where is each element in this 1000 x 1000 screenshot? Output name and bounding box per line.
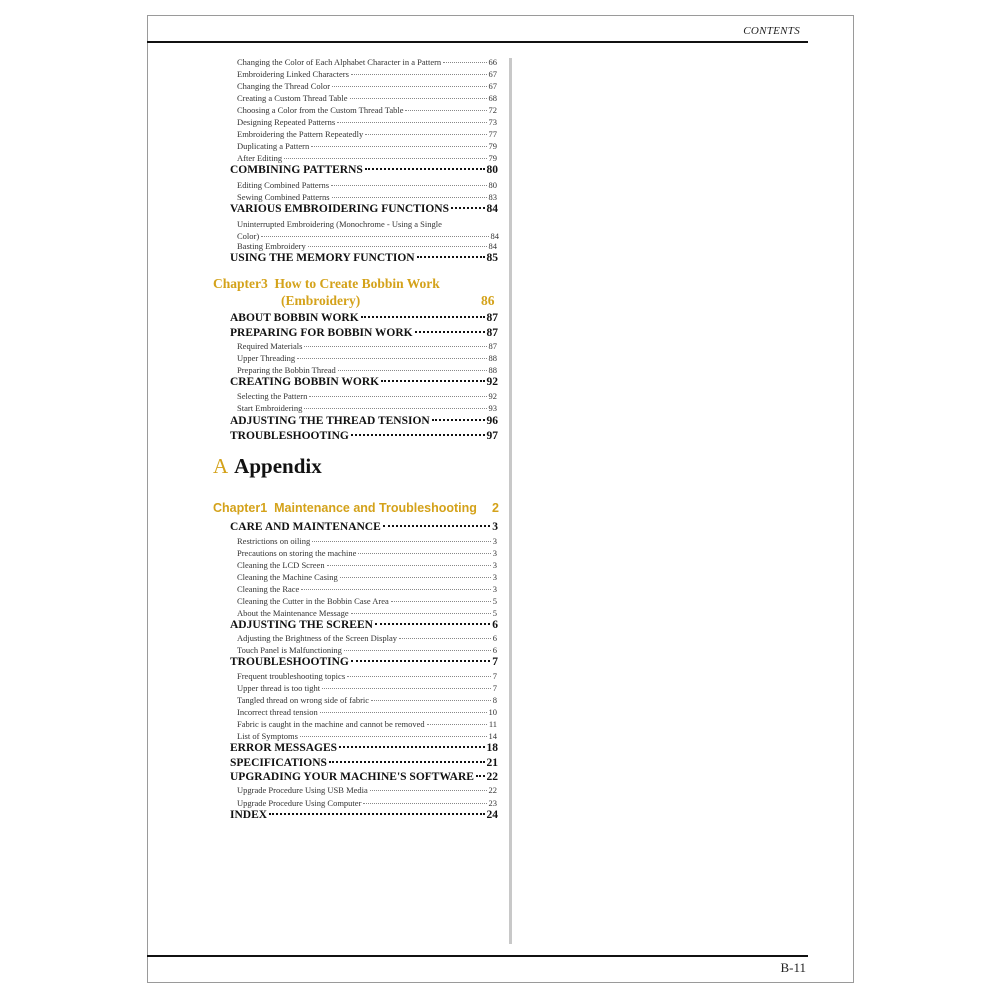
toc-entry-title: Start Embroidering — [237, 403, 303, 413]
toc-section-title: SPECIFICATIONS — [230, 757, 327, 769]
toc-entry-page: 87 — [488, 341, 497, 351]
toc-entry-page: 10 — [488, 707, 497, 717]
toc-section[interactable] — [230, 742, 498, 757]
toc-entry-title: Touch Panel is Malfunctioning — [237, 645, 342, 655]
chapter-title-continued: (Embroidery) — [281, 293, 361, 308]
toc-section-page: 21 — [486, 757, 498, 769]
toc-entry[interactable] — [237, 117, 497, 129]
toc-entry-title: Preparing the Bobbin Thread — [237, 365, 336, 375]
toc-entry-title: Upper Threading — [237, 353, 296, 363]
toc-entry-page: 92 — [488, 391, 497, 401]
chapter-heading[interactable] — [213, 501, 499, 515]
toc-entry-title: Upper thread is too tight — [237, 683, 321, 693]
toc-section[interactable] — [230, 376, 498, 391]
toc-section-page: 87 — [486, 312, 498, 324]
toc-entry[interactable] — [237, 93, 497, 105]
toc-section-title: CREATING BOBBIN WORK — [230, 376, 380, 388]
toc-entry-page: 68 — [488, 93, 497, 103]
toc-entry[interactable] — [237, 536, 497, 548]
toc-entry-title: Choosing a Color from the Custom Thread Table — [237, 105, 404, 115]
appendix-heading — [213, 454, 322, 479]
toc-section[interactable] — [230, 327, 498, 342]
toc-entry-title: Embroidering Linked Characters — [237, 69, 349, 79]
toc-entry[interactable] — [237, 69, 497, 81]
toc-entry[interactable] — [237, 105, 497, 117]
toc-entry-page: 66 — [488, 57, 497, 67]
toc-entry-page: 5 — [492, 596, 497, 606]
toc-section[interactable] — [230, 430, 498, 445]
toc-entry[interactable] — [237, 596, 497, 608]
toc-entry[interactable] — [237, 180, 497, 192]
toc-section[interactable] — [230, 312, 498, 327]
toc-entry-title: Embroidering the Pattern Repeatedly — [237, 129, 364, 139]
toc-entry-title: Frequent troubleshooting topics — [237, 671, 346, 681]
page-number: B-11 — [780, 960, 806, 975]
toc-entry[interactable] — [237, 560, 497, 572]
toc-entry[interactable] — [237, 548, 497, 560]
toc-entry[interactable] — [237, 57, 497, 69]
toc-entry-page: 79 — [488, 153, 497, 163]
toc-entry-title: Uninterrupted Embroidering (Monochrome - Using a Single — [237, 219, 442, 229]
toc-section[interactable] — [230, 619, 498, 634]
toc-entry-title: Fabric is caught in the machine and cannot be removed — [237, 719, 425, 729]
toc-entry-page: 79 — [488, 141, 497, 151]
toc-entry-page: 83 — [488, 192, 497, 202]
toc-entry-title: Duplicating a Pattern — [237, 141, 310, 151]
toc-entry-page: 93 — [488, 403, 497, 413]
toc-section-page: 80 — [486, 164, 498, 176]
toc-entry-page: 7 — [492, 671, 497, 681]
toc-entry-title: Required Materials — [237, 341, 303, 351]
toc-entry[interactable] — [237, 353, 497, 365]
toc-entry-page: 6 — [492, 645, 497, 655]
toc-entry-title: Adjusting the Brightness of the Screen Display — [237, 633, 398, 643]
toc-entry-page: 67 — [488, 69, 497, 79]
page-header-title: CONTENTS — [743, 25, 800, 37]
toc-entry-page: 80 — [488, 180, 497, 190]
toc-entry-page: 11 — [488, 719, 497, 729]
toc-section-page: 85 — [486, 252, 498, 264]
toc-section-title: INDEX — [230, 809, 268, 821]
toc-section-page: 97 — [486, 430, 498, 442]
toc-section-title: ADJUSTING THE THREAD TENSION — [230, 415, 430, 427]
toc-section-title: PREPARING FOR BOBBIN WORK — [230, 327, 413, 339]
toc-entry-page: 7 — [492, 683, 497, 693]
toc-entry[interactable] — [237, 785, 497, 797]
chapter-label: Chapter1 — [213, 501, 268, 515]
toc-entry-page: 77 — [488, 129, 497, 139]
chapter-heading[interactable] — [213, 276, 440, 292]
toc-section-title: ERROR MESSAGES — [230, 742, 338, 754]
toc-section-title: CARE AND MAINTENANCE — [230, 521, 381, 533]
chapter-title: How to Create Bobbin Work — [274, 276, 440, 291]
toc-entry-page: 3 — [492, 584, 497, 594]
toc-entry[interactable] — [237, 695, 497, 707]
toc-section-title: COMBINING PATTERNS — [230, 164, 363, 176]
toc-section-page: 92 — [486, 376, 498, 388]
toc-section-page: 18 — [486, 742, 498, 754]
toc-entry-title: Basting Embroidery — [237, 241, 306, 251]
toc-entry-page: 6 — [492, 633, 497, 643]
toc-section-title: TROUBLESHOOTING — [230, 656, 349, 668]
toc-entry-title: About the Maintenance Message — [237, 608, 349, 618]
toc-section-page: 7 — [492, 656, 498, 668]
toc-entry[interactable] — [237, 391, 497, 403]
toc-entry-page: 88 — [488, 353, 497, 363]
toc-entry-page: 88 — [488, 365, 497, 375]
toc-section[interactable] — [230, 164, 498, 179]
chapter-page: 2 — [492, 501, 499, 515]
toc-entry-page: 14 — [488, 731, 497, 741]
toc-entry-page: 5 — [492, 608, 497, 618]
toc-entry-page: 84 — [490, 231, 499, 241]
toc-section-page: 24 — [486, 809, 498, 821]
toc-section-title: ADJUSTING THE SCREEN — [230, 619, 373, 631]
toc-section[interactable] — [230, 203, 498, 218]
toc-section[interactable] — [230, 252, 498, 267]
toc-section[interactable] — [230, 771, 498, 786]
toc-entry[interactable] — [237, 671, 497, 683]
toc-entry-page: 73 — [488, 117, 497, 127]
toc-section-title: VARIOUS EMBROIDERING FUNCTIONS — [230, 203, 449, 215]
toc-entry[interactable] — [237, 707, 497, 719]
toc-entry-title-continued: Color) — [237, 231, 260, 241]
toc-entry[interactable] — [237, 584, 497, 596]
toc-section-title: USING THE MEMORY FUNCTION — [230, 252, 415, 264]
toc-section-title: TROUBLESHOOTING — [230, 430, 349, 442]
toc-section[interactable] — [230, 809, 498, 824]
toc-entry[interactable] — [237, 81, 497, 93]
toc-entry-page: 3 — [492, 560, 497, 570]
toc-entry-title: Tangled thread on wrong side of fabric — [237, 695, 370, 705]
toc-entry-title: Cleaning the Cutter in the Bobbin Case Area — [237, 596, 389, 606]
toc-entry-title: After Editing — [237, 153, 283, 163]
appendix-title: Appendix — [234, 454, 322, 478]
toc-entry[interactable] — [237, 218, 499, 242]
toc-entry-title: Upgrade Procedure Using Computer — [237, 798, 362, 808]
toc-entry[interactable] — [237, 572, 497, 584]
toc-entry-title: Incorrect thread tension — [237, 707, 318, 717]
toc-entry-title: Designing Repeated Patterns — [237, 117, 336, 127]
toc-section-title: UPGRADING YOUR MACHINE'S SOFTWARE — [230, 771, 474, 783]
toc-entry-title: Restrictions on oiling — [237, 536, 311, 546]
toc-section[interactable] — [230, 656, 498, 671]
toc-section[interactable] — [230, 415, 498, 430]
chapter-label: Chapter3 — [213, 276, 268, 291]
toc-entry-title: Upgrade Procedure Using USB Media — [237, 785, 368, 795]
toc-entry[interactable] — [237, 341, 497, 353]
toc-entry-title: Selecting the Pattern — [237, 391, 308, 401]
toc-entry-page: 22 — [488, 785, 497, 795]
toc-entry-page: 3 — [492, 572, 497, 582]
toc-entry-page: 72 — [488, 105, 497, 115]
toc-entry[interactable] — [237, 129, 497, 141]
toc-entry-title: List of Symptoms — [237, 731, 298, 741]
toc-entry[interactable] — [237, 683, 497, 695]
toc-entry-page: 8 — [492, 695, 497, 705]
toc-section-page: 3 — [492, 521, 498, 533]
toc-entry-title: Cleaning the Machine Casing — [237, 572, 338, 582]
toc-entry-title: Changing the Color of Each Alphabet Character in a Pattern — [237, 57, 442, 67]
toc-section-page: 22 — [486, 771, 498, 783]
toc-entry[interactable] — [237, 633, 497, 645]
toc-entry[interactable] — [237, 403, 497, 415]
toc-entry-title: Cleaning the Race — [237, 584, 300, 594]
chapter-title: Maintenance and Troubleshooting — [274, 501, 477, 515]
toc-entry-title: Editing Combined Patterns — [237, 180, 330, 190]
toc-entry-title: Creating a Custom Thread Table — [237, 93, 348, 103]
toc-section-title: ABOUT BOBBIN WORK — [230, 312, 359, 324]
appendix-letter: A — [213, 454, 229, 478]
toc-section[interactable] — [230, 757, 498, 772]
toc-entry-title: Changing the Thread Color — [237, 81, 331, 91]
toc-entry-page: 84 — [488, 241, 497, 251]
toc-section-page: 6 — [492, 619, 498, 631]
toc-entry[interactable] — [237, 141, 497, 153]
toc-section[interactable] — [230, 521, 498, 536]
toc-entry-page: 3 — [492, 548, 497, 558]
toc-entry-page: 23 — [488, 798, 497, 808]
toc-entry-title: Cleaning the LCD Screen — [237, 560, 325, 570]
toc-section-page: 96 — [486, 415, 498, 427]
chapter-page: 86 — [481, 293, 495, 308]
toc-entry-title: Sewing Combined Patterns — [237, 192, 330, 202]
toc-entry[interactable] — [237, 719, 497, 731]
toc-section-page: 87 — [486, 327, 498, 339]
toc-entry-title: Precautions on storing the machine — [237, 548, 357, 558]
toc-entry-page: 67 — [488, 81, 497, 91]
toc-entry-page: 3 — [492, 536, 497, 546]
toc-section-page: 84 — [486, 203, 498, 215]
